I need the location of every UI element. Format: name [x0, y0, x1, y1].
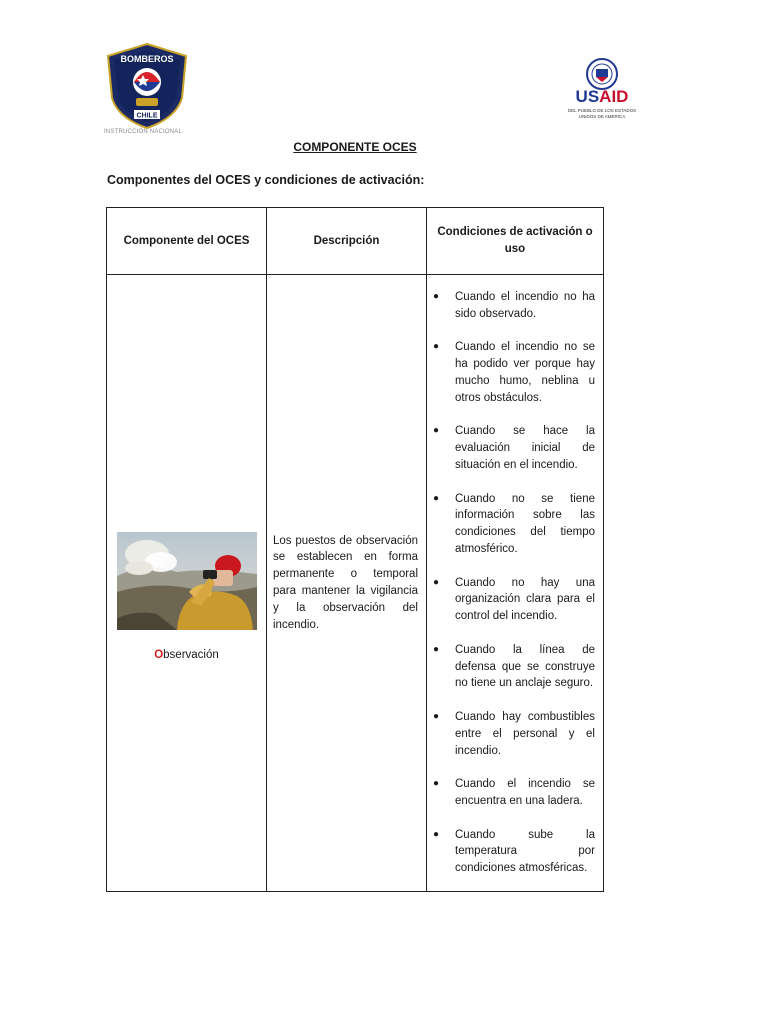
list-item: [433, 827, 595, 877]
condition-text: Cuando hay combustibles entre el personal y el incendio.: [455, 710, 595, 757]
component-initial: O: [154, 649, 164, 662]
condition-text: Cuando el incendio no ha sido observado.: [455, 291, 595, 320]
list-item: [433, 709, 595, 759]
description-cell: Los puestos de observación se establecen en forma permanente o temporal para mantener la vigilancia y la observación del incendio.: [267, 275, 427, 892]
table-header-row: [107, 208, 604, 275]
header-description: Descripción: [267, 208, 427, 275]
usaid-tagline-2: UNIDOS DE AMÉRICA: [578, 114, 626, 119]
list-item: [433, 642, 595, 692]
logo-top-text: BOMBEROS: [120, 54, 174, 64]
component-rest: bservación: [163, 649, 219, 662]
list-item: [433, 776, 595, 810]
list-item: [433, 289, 595, 323]
list-item: [433, 423, 595, 473]
bullet-icon: ●: [433, 341, 440, 353]
table-row: [107, 275, 604, 892]
list-item: [433, 575, 595, 625]
bullet-icon: ●: [433, 643, 440, 655]
bullet-icon: ●: [433, 778, 440, 790]
usaid-seal-icon: [556, 52, 648, 136]
condition-text: Cuando se hace la evaluación inicial de situación en el incendio.: [455, 425, 595, 471]
condition-text: Cuando sube la temperatura por condiciones atmosféricas.: [455, 828, 595, 875]
component-cell: [107, 275, 267, 892]
bomberos-shield-icon: [104, 42, 190, 130]
bomberos-chile-logo: [104, 42, 190, 138]
condition-text: Cuando no se tiene información sobre las condiciones del tiempo atmosférico.: [455, 492, 595, 555]
usaid-logo: [556, 52, 648, 136]
bullet-icon: ●: [433, 576, 440, 588]
page-subtitle: Componentes del OCES y condiciones de activación:: [107, 173, 425, 187]
condition-text: Cuando la línea de defensa que se construye no tiene un anclaje seguro.: [455, 643, 595, 690]
header-conditions: Condiciones de activación o uso: [427, 208, 604, 275]
usaid-wordmark: USAID: [575, 87, 629, 106]
bullet-icon: ●: [433, 828, 440, 840]
logo-bottom-text: CHILE: [136, 112, 158, 120]
condition-text: Cuando el incendio no se ha podido ver porque hay mucho humo, neblina u otros obstáculos.: [455, 341, 595, 404]
bullet-icon: ●: [433, 291, 440, 302]
conditions-cell: [427, 275, 604, 892]
bullet-icon: ●: [433, 492, 440, 504]
list-item: [433, 491, 595, 558]
bullet-icon: ●: [433, 425, 440, 437]
usaid-tagline-1: DEL PUEBLO DE LOS ESTADOS: [567, 108, 637, 113]
bullet-icon: ●: [433, 710, 440, 722]
firefighter-binoculars-photo: [117, 532, 257, 630]
conditions-list: [433, 289, 595, 877]
component-label: [108, 649, 265, 661]
oces-table: [106, 207, 604, 892]
header-component: Componente del OCES: [107, 208, 267, 275]
condition-text: Cuando el incendio se encuentra en una ladera.: [455, 778, 595, 807]
page-title: COMPONENTE OCES: [293, 140, 417, 154]
condition-text: Cuando no hay una organización clara para el control del incendio.: [455, 576, 595, 623]
list-item: [433, 339, 595, 406]
logo-caption: INSTRUCCIÓN NACIONAL: [104, 129, 183, 135]
